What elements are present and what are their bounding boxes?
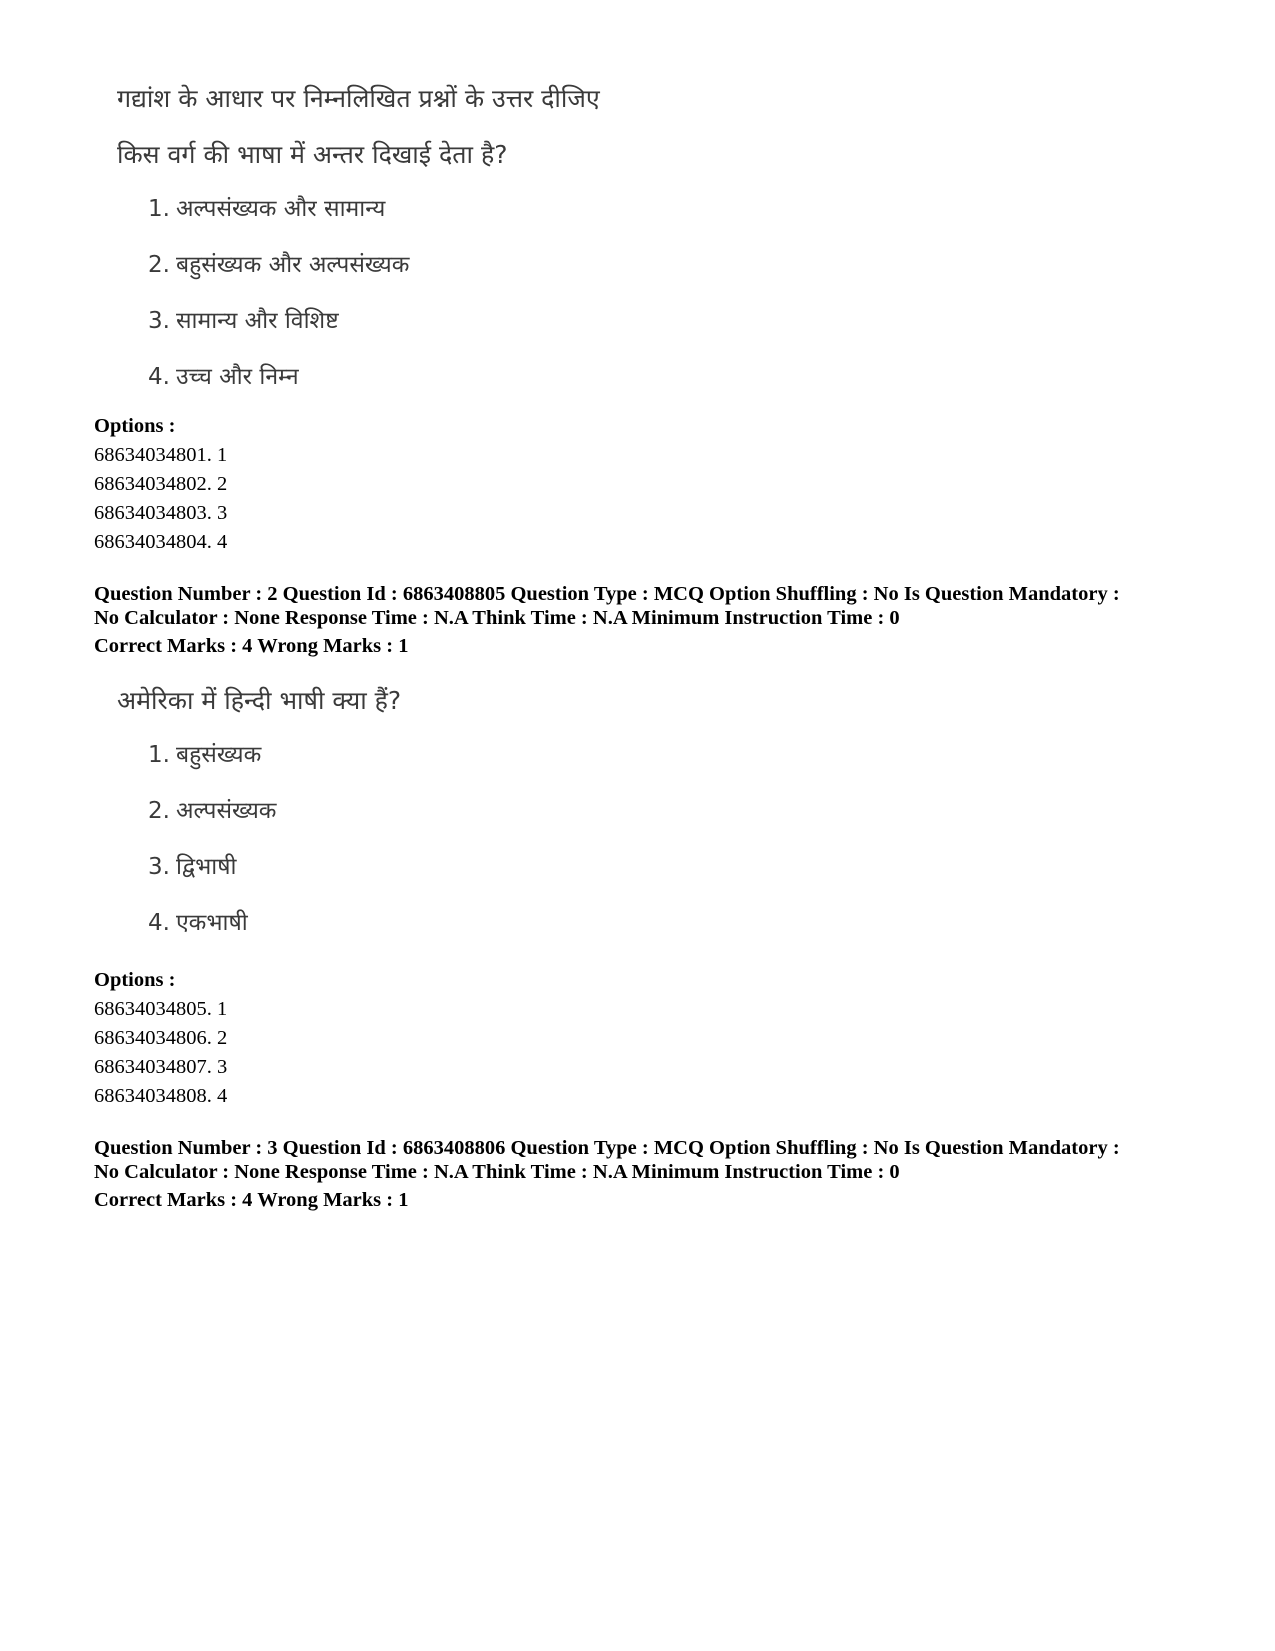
choice-number: 2. [148, 798, 170, 824]
choice-text: सामान्य और विशिष्ट [175, 308, 339, 334]
choice-number: 4. [148, 910, 170, 936]
option-item: 68634034806. 2 [94, 1027, 228, 1049]
option-item: 68634034801. 1 [94, 444, 228, 466]
option-item: 68634034808. 4 [94, 1085, 228, 1107]
options-heading: Options : [94, 415, 176, 437]
choice-text: अल्पसंख्यक [175, 798, 277, 824]
passage-instruction: गद्यांश के आधार पर निम्नलिखित प्रश्नों के उत्तर दीजिए [117, 84, 600, 113]
option-item: 68634034805. 1 [94, 998, 228, 1020]
question-2-choice [148, 856, 237, 879]
choice-number: 2. [148, 252, 170, 278]
choice-number: 1. [148, 196, 170, 222]
question-2-choice [148, 744, 261, 767]
choice-text: उच्च और निम्न [175, 364, 299, 390]
question-1-choice [148, 366, 299, 389]
question-1-text: किस वर्ग की भाषा में अन्तर दिखाई देता है? [117, 140, 508, 169]
choice-text: एकभाषी [175, 910, 248, 936]
question-1-options [94, 412, 1214, 557]
option-item: 68634034807. 3 [94, 1056, 228, 1078]
question-2-text: अमेरिका में हिन्दी भाषी क्या हैं? [117, 686, 402, 715]
meta-line: No Calculator : None Response Time : N.A Think Time : N.A Minimum Instruction Time : 0 [94, 607, 900, 629]
question-2-options [94, 966, 1214, 1111]
meta-line: Question Number : 3 Question Id : 6863408806 Question Type : MCQ Option Shuffling : No Is Question Mandatory : [94, 1137, 1120, 1159]
option-item: 68634034803. 3 [94, 502, 228, 524]
choice-text: बहुसंख्यक और अल्पसंख्यक [175, 252, 410, 278]
choice-number: 4. [148, 364, 170, 390]
choice-number: 3. [148, 308, 170, 334]
choice-text: अल्पसंख्यक और सामान्य [175, 196, 386, 222]
question-1-choice [148, 198, 385, 221]
question-2-choice [148, 912, 248, 935]
question-1-choice [148, 310, 339, 333]
choice-number: 3. [148, 854, 170, 880]
choice-number: 1. [148, 742, 170, 768]
option-item: 68634034802. 2 [94, 473, 228, 495]
question-3-metadata [94, 1136, 1224, 1212]
meta-line: Question Number : 2 Question Id : 6863408805 Question Type : MCQ Option Shuffling : No Is Question Mandatory : [94, 583, 1120, 605]
marks-line: Correct Marks : 4 Wrong Marks : 1 [94, 635, 409, 657]
option-item: 68634034804. 4 [94, 531, 228, 553]
choice-text: द्विभाषी [175, 854, 237, 880]
question-2-choice [148, 800, 276, 823]
meta-line: No Calculator : None Response Time : N.A Think Time : N.A Minimum Instruction Time : 0 [94, 1161, 900, 1183]
question-2-metadata [94, 582, 1224, 658]
options-heading: Options : [94, 969, 176, 991]
question-1-choice [148, 254, 409, 277]
marks-line: Correct Marks : 4 Wrong Marks : 1 [94, 1189, 409, 1211]
choice-text: बहुसंख्यक [175, 742, 262, 768]
